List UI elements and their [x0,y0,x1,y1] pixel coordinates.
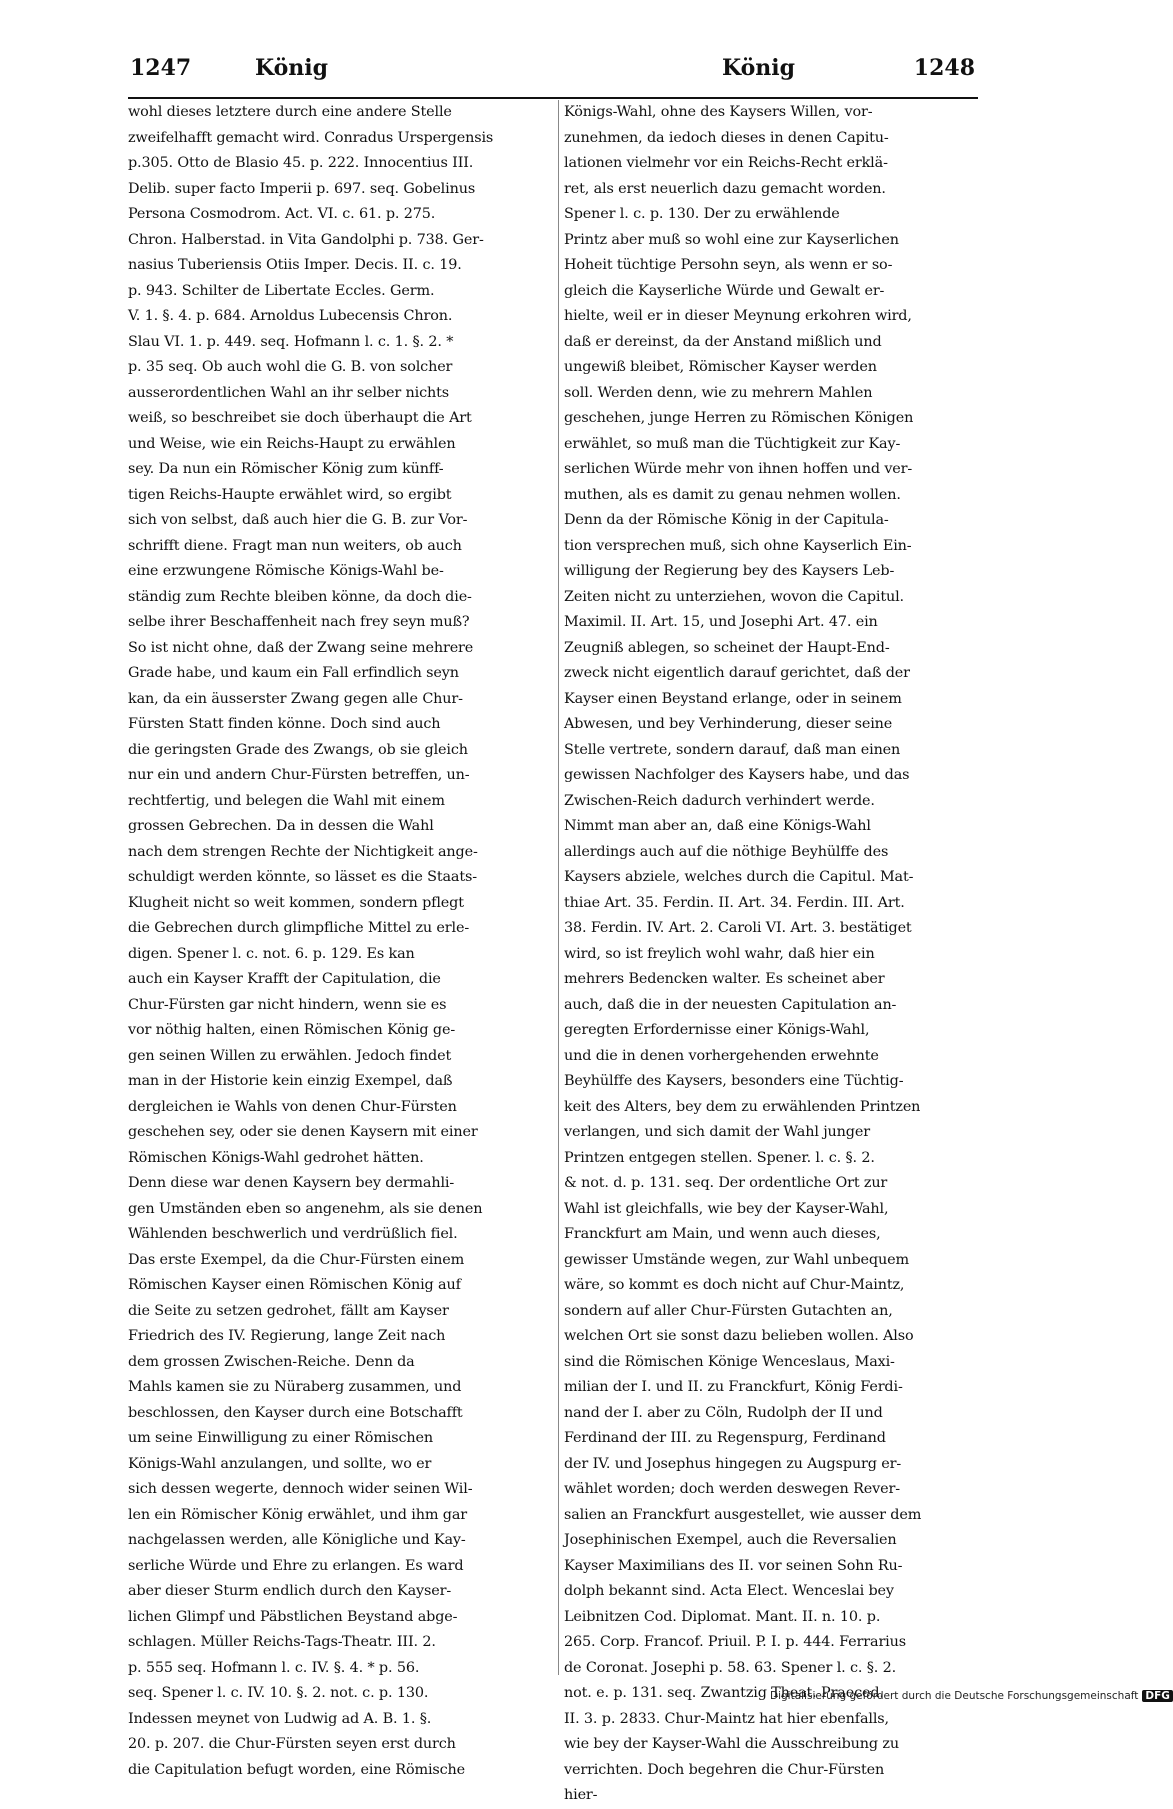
text-line: soll. Werden denn, wie zu mehrern Mahlen [564,384,873,401]
text-line: Leibnitzen Cod. Diplomat. Mant. II. n. 10. p. [564,1608,881,1625]
text-line: wäre, so kommt es doch nicht auf Chur-Maintz, [564,1277,905,1293]
text-line: zweck nicht eigentlich darauf gerichtet, daß der [564,665,910,681]
text-line: um seine Einwilligung zu einer Römischen [128,1430,434,1446]
text-line: welchen Ort sie sonst dazu belieben wollen. Also [564,1328,914,1344]
dfg-logo: DFG [1142,1690,1173,1702]
text-line: nur ein und andern Chur-Fürsten betreffen, un- [128,767,470,783]
text-line: sondern auf aller Chur-Fürsten Gutachten an, [564,1302,893,1319]
text-line: sich dessen wegerte, dennoch wider seinen Wil- [128,1481,473,1497]
text-line: Königs-Wahl, ohne des Kaysers Willen, vor- [564,104,873,120]
text-line: geregten Erfordernisse einer Königs-Wahl, [564,1022,870,1038]
text-line: Nimmt man aber an, daß eine Königs-Wahl [564,818,871,834]
text-line: sey. Da nun ein Römischer König zum künff- [128,461,444,477]
text-line: Klugheit nicht so weit kommen, sondern pflegt [128,894,464,911]
text-line: Friedrich des IV. Regierung, lange Zeit nach [128,1328,446,1344]
text-line: gleich die Kayserliche Würde und Gewalt er- [564,282,885,299]
text-line: auch, daß die in der neuesten Capitulation an- [564,996,897,1013]
text-line: dolph bekannt sind. Acta Elect. Wenceslai bey [564,1583,894,1599]
text-line: und Weise, wie ein Reichs-Haupt zu erwählen [128,435,456,452]
text-line: weiß, so beschreibet sie doch überhaupt die Art [128,410,472,426]
footer-credit [770,1690,1173,1702]
text-line: tigen Reichs-Haupte erwählet wird, so ergibt [128,486,452,503]
text-line: Königs-Wahl anzulangen, und sollte, wo er [128,1455,432,1472]
text-line: Slau VI. 1. p. 449. seq. Hofmann l. c. 1. §. 2. * [128,333,454,350]
text-line: p. 555 seq. Hofmann l. c. IV. §. 4. * p. 56. [128,1659,420,1676]
text-line: allerdings auch auf die nöthige Beyhülffe des [564,843,889,860]
text-line: keit des Alters, bey dem zu erwählenden Printzen [564,1098,921,1115]
left-column [128,100,552,1783]
text-line: die Seite zu setzen gedrohet, fällt am Kayser [128,1302,449,1319]
text-line: nasius Tuberiensis Otiis Imper. Decis. II. c. 19. [128,257,462,273]
text-line: digen. Spener l. c. not. 6. p. 129. Es kan [128,945,415,962]
text-line: die Gebrechen durch glimpfliche Mittel zu erle- [128,920,470,936]
column-divider [558,100,559,1675]
text-line: Zeiten nicht zu unterziehen, wovon die Capitul. [564,588,904,605]
text-line: daß er dereinst, da der Anstand mißlich und [564,333,882,350]
text-line: milian der I. und II. zu Franckfurt, König Ferdi- [564,1379,903,1395]
text-line: not. e. p. 131. seq. Zwantzig Theat. Praeced. [564,1685,884,1701]
text-line: nand der I. aber zu Cöln, Rudolph der II und [564,1404,883,1421]
text-line: Printz aber muß so wohl eine zur Kayserlichen [564,231,899,248]
text-line: wird, so ist freylich wohl wahr, daß hier ein [564,945,875,962]
text-line: Wahl ist gleichfalls, wie bey der Kayser-Wahl, [564,1200,889,1217]
text-line: salien an Franckfurt ausgestellet, wie ausser dem [564,1506,922,1523]
text-line: Fürsten Statt finden könne. Doch sind auch [128,716,441,732]
text-line: Printzen entgegen stellen. Spener. l. c. §. 2. [564,1149,875,1166]
text-line: ungewiß bleibet, Römischer Kayser werden [564,359,877,375]
text-line: beschlossen, den Kayser durch eine Botschafft [128,1404,463,1421]
text-line: Josephinischen Exempel, auch die Reversalien [564,1532,897,1548]
text-line: ständig zum Rechte bleiben könne, da doch die- [128,588,472,605]
text-line: V. 1. §. 4. p. 684. Arnoldus Lubecensis Chron. [128,308,453,324]
text-line: Kayser Maximilians des II. vor seinen Sohn Ru- [564,1557,903,1574]
text-line: geschehen, junge Herren zu Römischen Königen [564,410,914,426]
left-page-number: 1247 [130,55,192,81]
page-header [130,55,975,95]
text-line: tion versprechen muß, sich ohne Kayserlich Ein- [564,537,912,554]
text-line: Delib. super facto Imperii p. 697. seq. Gobelinus [128,180,476,197]
text-line: gen seinen Willen zu erwählen. Jedoch findet [128,1047,452,1064]
text-line: Franckfurt am Main, und wenn auch dieses, [564,1226,881,1242]
text-line: 265. Corp. Francof. Priuil. P. I. p. 444. Ferrarius [564,1634,906,1650]
text-line: willigung der Regierung bey des Kaysers Leb- [564,563,895,579]
text-line: Persona Cosmodrom. Act. VI. c. 61. p. 275. [128,206,436,222]
right-page-number: 1248 [913,55,975,81]
text-line: dergleichen ie Wahls von denen Chur-Fürsten [128,1098,457,1115]
text-line: eine erzwungene Römische Königs-Wahl be- [128,563,444,579]
text-line: So ist nicht ohne, daß der Zwang seine mehrere [128,639,474,656]
text-line: Mahls kamen sie zu Nüraberg zusammen, und [128,1379,462,1395]
text-line: lationen vielmehr vor ein Reichs-Recht erklä- [564,155,888,171]
text-line: Zeugniß ablegen, so scheinet der Haupt-End- [564,639,890,656]
text-line: ret, als erst neuerlich dazu gemacht worden. [564,180,886,197]
left-running-title: König [255,55,329,81]
text-line: Spener l. c. p. 130. Der zu erwählende [564,206,840,222]
text-line: Das erste Exempel, da die Chur-Fürsten einem [128,1251,465,1268]
text-line: de Coronat. Josephi p. 58. 63. Spener l. c. §. 2. [564,1659,897,1676]
text-line: len ein Römischer König erwählet, und ihm gar [128,1506,467,1523]
text-line: II. 3. p. 2833. Chur-Maintz hat hier ebenfalls, [564,1710,889,1727]
text-line: gewisser Umstände wegen, zur Wahl unbequem [564,1251,909,1268]
text-line: Abwesen, und bey Verhinderung, dieser seine [564,716,893,732]
text-line: Wählenden beschwerlich und verdrüßlich fiel. [128,1226,458,1242]
text-line: Hoheit tüchtige Persohn seyn, als wenn er so- [564,257,893,273]
text-line: schuldigt werden könnte, so lässet es die Staats- [128,869,477,885]
text-line: auch ein Kayser Krafft der Capitulation, die [128,971,441,987]
text-line: vor nöthig halten, einen Römischen König ge- [128,1022,456,1038]
text-line: Denn diese war denen Kaysern bey dermahli- [128,1175,455,1191]
header-rule [128,97,978,99]
text-line: grossen Gebrechen. Da in dessen die Wahl [128,818,434,834]
footer-text: Digitalisierung gefördert durch die Deutsche Forschungsgemeinschaft [770,1690,1139,1702]
right-column [564,100,978,1809]
text-line: Römischen Königs-Wahl gedrohet hätten. [128,1149,424,1166]
text-line: die Capitulation befugt worden, eine Römische [128,1761,466,1778]
text-line: mehrers Bedencken walter. Es scheinet aber [564,971,885,987]
text-line: schlagen. Müller Reichs-Tags-Theatr. III. 2. [128,1634,436,1650]
text-line: & not. d. p. 131. seq. Der ordentliche Ort zur [564,1175,888,1191]
text-line: rechtfertig, und belegen die Wahl mit einem [128,792,445,809]
text-line: 20. p. 207. die Chur-Fürsten seyen erst durch [128,1736,456,1752]
text-line: lichen Glimpf und Päbstlichen Beystand abge- [128,1608,458,1625]
text-line: thiae Art. 35. Ferdin. II. Art. 34. Ferdin. III. Art. [564,894,905,911]
text-line: Denn da der Römische König in der Capitula- [564,512,889,528]
text-line: sind die Römischen Könige Wenceslaus, Maxi- [564,1353,895,1370]
text-line: verrichten. Doch begehren die Chur-Fürsten [564,1761,885,1778]
text-line: dem grossen Zwischen-Reiche. Denn da [128,1353,415,1370]
text-line: erwählet, so muß man die Tüchtigkeit zur Kay- [564,435,901,452]
text-line: gewissen Nachfolger des Kaysers habe, und das [564,767,910,783]
text-line: p. 35 seq. Ob auch wohl die G. B. von solcher [128,359,453,375]
text-line: p.305. Otto de Blasio 45. p. 222. Innocentius III. [128,155,474,171]
text-line: serlichen Würde mehr von ihnen hoffen und ver- [564,461,913,477]
text-line: Chur-Fürsten gar nicht hindern, wenn sie es [128,996,447,1013]
text-line: hier- [564,1787,598,1803]
text-line: muthen, als es damit zu genau nehmen wollen. [564,486,901,503]
text-line: hielte, weil er in dieser Meynung erkohren wird, [564,308,912,324]
text-line: serliche Würde und Ehre zu erlangen. Es ward [128,1557,464,1574]
text-line: ausserordentlichen Wahl an ihr selber nichts [128,384,449,401]
text-line: Kaysers abziele, welches durch die Capitul. Mat- [564,869,914,885]
text-line: selbe ihrer Beschaffenheit nach frey seyn muß? [128,614,470,630]
text-line: Indessen meynet von Ludwig ad A. B. 1. §. [128,1710,432,1727]
text-line: zweifelhafft gemacht wird. Conradus Urspergensis [128,129,494,146]
text-line: sich von selbst, daß auch hier die G. B. zur Vor- [128,512,468,528]
text-line: schrifft diene. Fragt man nun weiters, ob auch [128,537,462,554]
text-line: wohl dieses letztere durch eine andere Stelle [128,104,452,120]
right-running-title: König [722,55,796,81]
text-line: Stelle vertrete, sondern darauf, daß man einen [564,741,901,758]
text-line: Kayser einen Beystand erlange, oder in seinem [564,690,902,707]
text-line: man in der Historie kein einzig Exempel, daß [128,1073,453,1089]
text-line: nach dem strengen Rechte der Nichtigkeit ange- [128,843,478,860]
text-line: gen Umständen eben so angenehm, als sie denen [128,1200,483,1217]
text-line: Zwischen-Reich dadurch verhindert werde. [564,792,875,809]
text-line: die geringsten Grade des Zwangs, ob sie gleich [128,741,468,758]
text-line: 38. Ferdin. IV. Art. 2. Caroli VI. Art. 3. bestätiget [564,920,912,936]
text-line: seq. Spener l. c. IV. 10. §. 2. not. c. p. 130. [128,1685,429,1701]
text-line: zunehmen, da iedoch dieses in denen Capitu- [564,129,889,146]
text-line: Chron. Halberstad. in Vita Gandolphi p. 738. Ger- [128,231,484,248]
text-line: Ferdinand der III. zu Regenspurg, Ferdinand [564,1430,886,1446]
text-line: Römischen Kayser einen Römischen König auf [128,1277,461,1293]
text-line: p. 943. Schilter de Libertate Eccles. Germ. [128,282,435,299]
text-line: geschehen sey, oder sie denen Kaysern mit einer [128,1124,478,1140]
text-line: Maximil. II. Art. 15, und Josephi Art. 47. ein [564,614,878,630]
text-line: Grade habe, und kaum ein Fall erfindlich seyn [128,665,459,681]
text-line: der IV. und Josephus hingegen zu Augspurg er- [564,1455,902,1472]
text-line: und die in denen vorhergehenden erwehnte [564,1047,879,1064]
text-line: aber dieser Sturm endlich durch den Kayser- [128,1583,452,1599]
text-line: wie bey der Kayser-Wahl die Ausschreibung zu [564,1736,899,1752]
text-line: verlangen, und sich damit der Wahl junger [564,1124,870,1140]
text-line: kan, da ein äusserster Zwang gegen alle Chur- [128,690,463,707]
text-line: wählet worden; doch werden deswegen Rever- [564,1481,900,1497]
text-line: nachgelassen werden, alle Königliche und Kay- [128,1532,466,1548]
text-line: Beyhülffe des Kaysers, besonders eine Tüchtig- [564,1073,904,1089]
